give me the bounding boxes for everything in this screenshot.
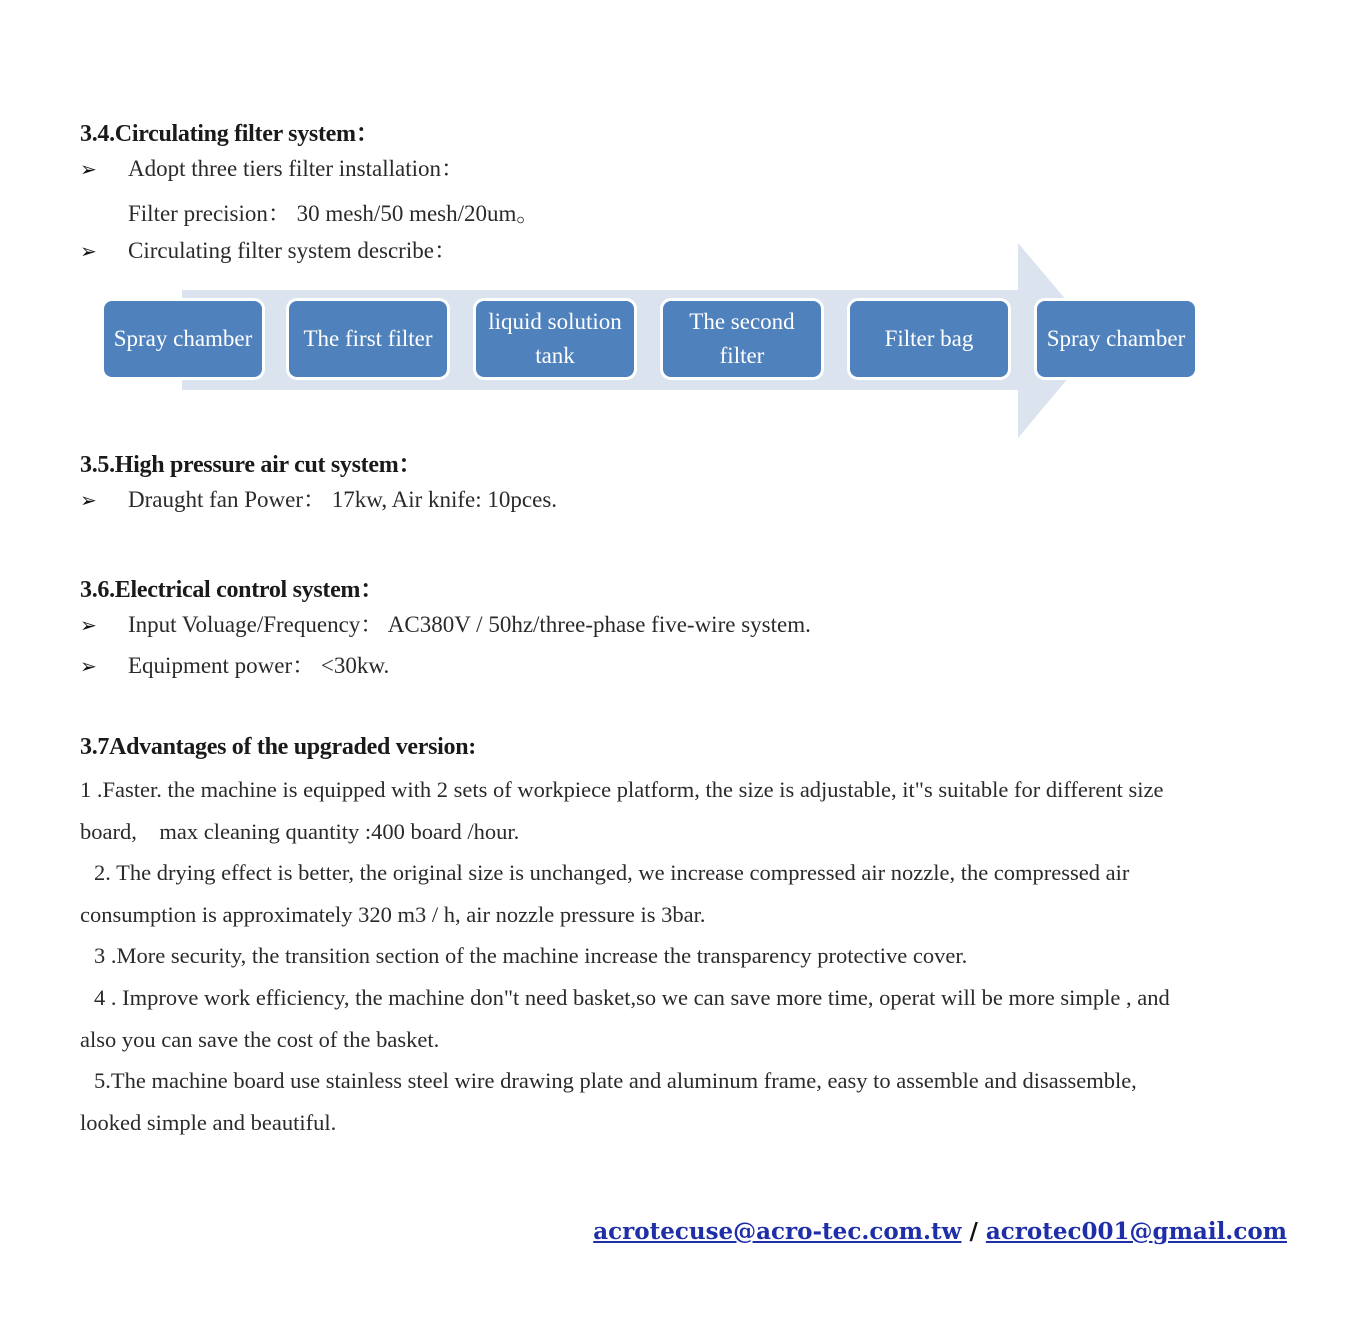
flow-box-label: Spray chamber: [1046, 326, 1186, 351]
advantage-item: 3 .More security, the transition section of the machine increase the transparency protective cover.: [94, 943, 968, 969]
email-link-gmail[interactable]: acrotec001@gmail.com: [985, 1218, 1287, 1245]
arrowhead-bullet-icon: ➢: [80, 656, 97, 678]
arrowhead-bullet-icon: ➢: [80, 490, 97, 512]
bullet-item: [80, 651, 389, 681]
section-3-5-heading: 3.5.High pressure air cut system：: [80, 452, 423, 478]
email-separator: /: [961, 1218, 986, 1245]
bullet-text: Adopt three tiers filter installation：: [128, 156, 464, 181]
circulating-flow-diagram: [100, 243, 1200, 438]
section-3-6-heading: 3.6.Electrical control system：: [80, 577, 384, 603]
flow-box-label: The second filter: [689, 309, 795, 368]
flow-box-spray-chamber: [104, 301, 262, 377]
flow-box-spray-chamber-end: [1037, 301, 1195, 377]
advantages-paragraphs: [80, 769, 1190, 1143]
advantage-item: 2. The drying effect is better, the original size is unchanged, we increase compressed air nozzle, the compressed air consumption is approximately 320 m3 / h, air nozzle pressure is 3bar.: [80, 860, 1130, 927]
bullet-text: Circulating filter system describe：: [128, 238, 457, 263]
arrowhead-bullet-icon: ➢: [80, 615, 97, 637]
footer-contact: [593, 1218, 1287, 1245]
flow-box-first-filter: [289, 301, 447, 377]
big-right-arrow-icon: [100, 243, 1200, 438]
advantage-item: 5.The machine board use stainless steel wire drawing plate and aluminum frame, easy to assemble and disassemble, looked simple and beautiful.: [80, 1068, 1137, 1135]
flow-box-filter-bag: [850, 301, 1008, 377]
bullet-item: [80, 485, 557, 515]
email-link-acrotecuse[interactable]: acrotecuse@acro-tec.com.tw: [593, 1218, 962, 1245]
arrowhead-bullet-icon: ➢: [80, 241, 97, 263]
advantage-item: 1 .Faster. the machine is equipped with 2 sets of workpiece platform, the size is adjustable, it"s suitable for different size board, max cleaning quantity :400 board /hour.: [80, 777, 1164, 844]
flow-box-label: The first filter: [303, 326, 433, 351]
bullet-text: Input Voluage/Frequency： AC380V / 50hz/three-phase five-wire system.: [128, 612, 811, 637]
bullet-text: Equipment power： <30kw.: [128, 653, 390, 678]
advantage-item: 4 . Improve work efficiency, the machine don"t need basket,so we can save more time, operat will be more simple , and also you can save the cost of the basket.: [80, 984, 1170, 1052]
bullet-text: Draught fan Power： 17kw, Air knife: 10pces.: [128, 487, 558, 512]
filter-precision-text: Filter precision： 30 mesh/50 mesh/20um。: [128, 201, 540, 226]
flow-box-liquid-solution-tank: [476, 301, 634, 377]
flow-box-label: Spray chamber: [113, 326, 253, 351]
flow-box-label: liquid solution tank: [488, 309, 622, 368]
arrowhead-bullet-icon: ➢: [80, 159, 97, 181]
section-3-4-heading: 3.4.Circulating filter system：: [80, 121, 380, 147]
section-3-7-heading: 3.7Advantages of the upgraded version:: [80, 734, 476, 760]
bullet-item: [80, 610, 811, 640]
bullet-item: [80, 154, 464, 184]
flow-box-label: Filter bag: [884, 326, 974, 351]
flow-box-second-filter: [663, 301, 821, 377]
